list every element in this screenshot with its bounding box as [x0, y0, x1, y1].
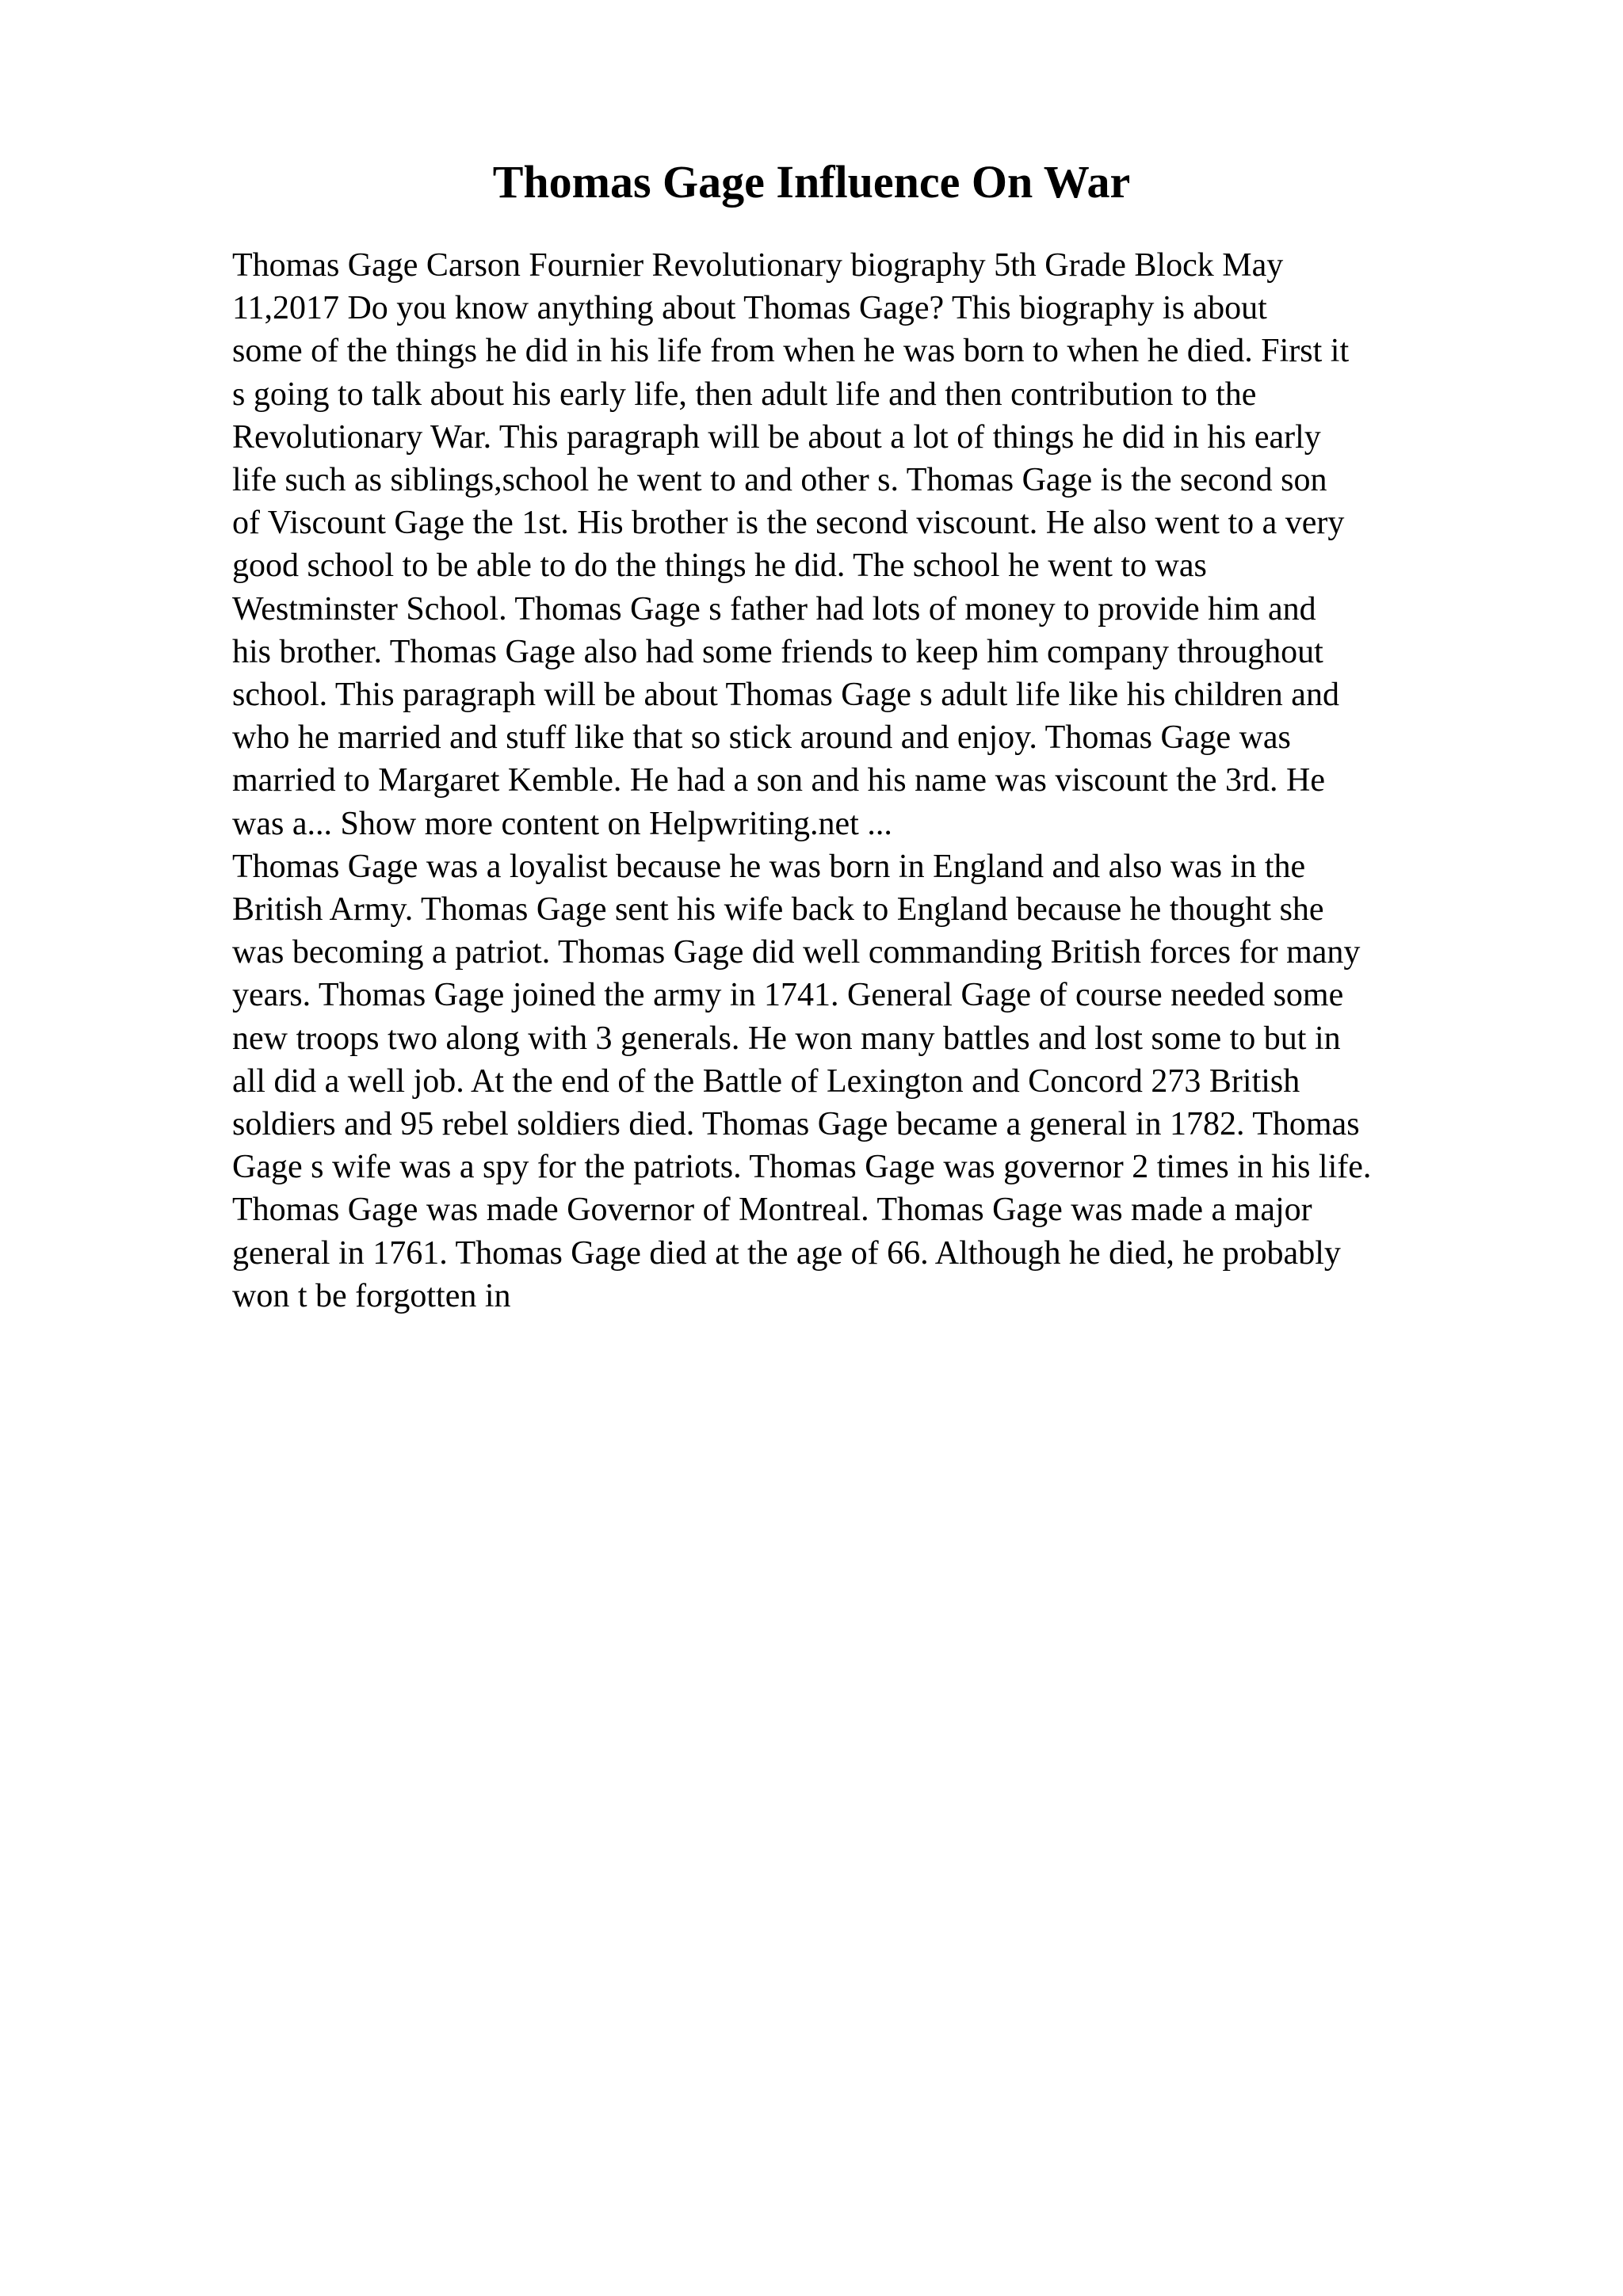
body-line: was becoming a patriot. Thomas Gage did well commanding British forces for many	[232, 934, 1361, 971]
document-title: Thomas Gage Influence On War	[492, 156, 1131, 208]
body-line: soldiers and 95 rebel soldiers died. Thomas Gage became a general in 1782. Thomas	[232, 1106, 1360, 1143]
body-line: Revolutionary War. This paragraph will be about a lot of things he did in his early	[232, 418, 1321, 456]
body-line: good school to be able to do the things he did. The school he went to was	[232, 547, 1207, 585]
body-line: Gage s wife was a spy for the patriots. Thomas Gage was governor 2 times in his life.	[232, 1149, 1372, 1186]
body-line: new troops two along with 3 generals. He won many battles and lost some to but in	[232, 1020, 1341, 1057]
body-line: British Army. Thomas Gage sent his wife back to England because he thought she	[232, 891, 1324, 929]
body-line: who he married and stuff like that so stick around and enjoy. Thomas Gage was	[232, 719, 1291, 757]
body-line: some of the things he did in his life from when he was born to when he died. First it	[232, 333, 1350, 370]
body-line: Westminster School. Thomas Gage s father had lots of money to provide him and	[232, 590, 1316, 627]
body-line: his brother. Thomas Gage also had some friends to keep him company throughout	[232, 633, 1323, 670]
body-line: general in 1761. Thomas Gage died at the age of 66. Although he died, he probably	[232, 1234, 1341, 1272]
body-line: all did a well job. At the end of the Battle of Lexington and Concord 273 British	[232, 1062, 1300, 1100]
document-body	[232, 244, 1500, 1318]
body-line: Thomas Gage Carson Fournier Revolutionary biography 5th Grade Block May	[232, 247, 1284, 284]
body-line: was a... Show more content on Helpwriting.net ...	[232, 805, 892, 842]
body-line: won t be forgotten in	[232, 1277, 511, 1314]
body-line: 11,2017 Do you know anything about Thomas Gage? This biography is about	[232, 290, 1267, 327]
body-line: married to Margaret Kemble. He had a son and his name was viscount the 3rd. He	[232, 762, 1325, 799]
body-line: years. Thomas Gage joined the army in 1741. General Gage of course needed some	[232, 977, 1344, 1014]
body-line: school. This paragraph will be about Thomas Gage s adult life like his children and	[232, 677, 1339, 714]
body-line: of Viscount Gage the 1st. His brother is the second viscount. He also went to a very	[232, 505, 1345, 542]
body-line: life such as siblings,school he went to and other s. Thomas Gage is the second son	[232, 462, 1327, 499]
body-line: Thomas Gage was made Governor of Montreal. Thomas Gage was made a major	[232, 1192, 1312, 1229]
body-line: Thomas Gage was a loyalist because he was born in England and also was in the	[232, 848, 1306, 885]
body-line: s going to talk about his early life, then adult life and then contribution to the	[232, 376, 1257, 413]
